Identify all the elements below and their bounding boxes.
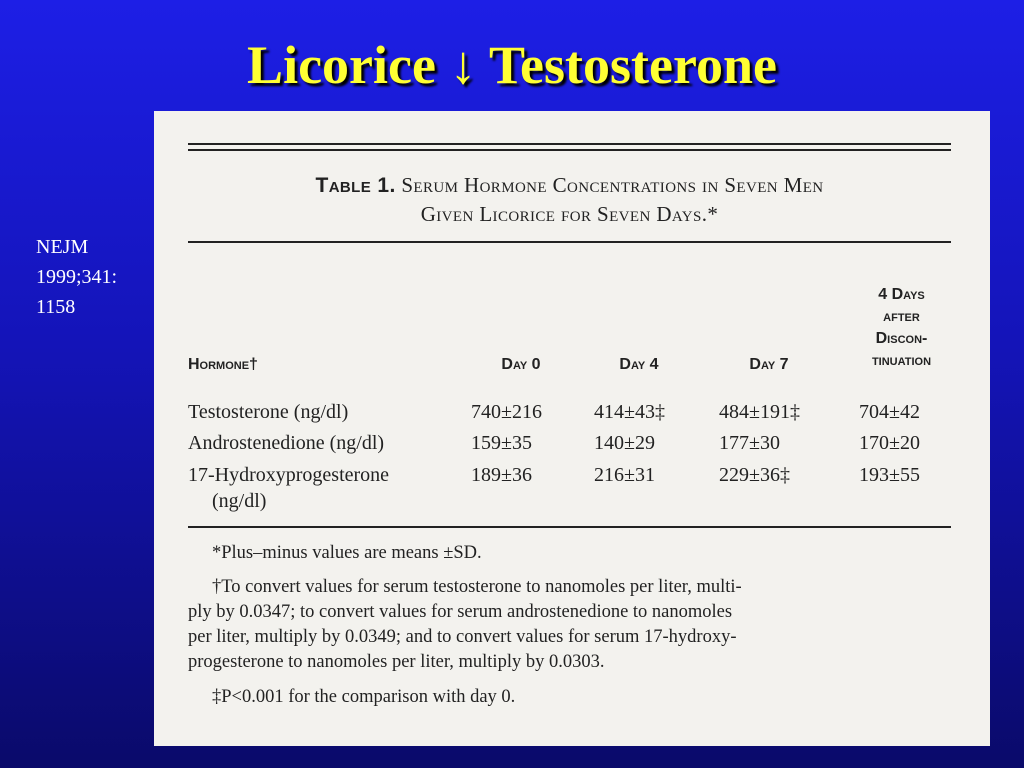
table-title-line: Given Licorice for Seven Days.* xyxy=(420,202,719,226)
footnote-star: *Plus–minus values are means ±SD. xyxy=(212,543,482,563)
footnote-line: ply by 0.0347; to convert values for serum androstenedione to nanomoles xyxy=(188,602,733,622)
header-day4: Day 4 xyxy=(619,356,659,373)
table-label: Table 1. xyxy=(315,174,396,197)
table-title-line: Serum Hormone Concentrations in Seven Men xyxy=(401,173,824,197)
table-cell: 740±216 xyxy=(471,401,542,423)
footnote-line: †To convert values for serum testosterone to nanomoles per liter, multi- xyxy=(212,577,742,597)
header-day7: Day 7 xyxy=(749,356,789,373)
table-row-hormone-unit: (ng/dl) xyxy=(212,490,267,512)
table-row-hormone: Androstenedione (ng/dl) xyxy=(188,432,385,454)
table-cell: 229±36‡ xyxy=(719,464,790,486)
citation-line: 1999;341: xyxy=(36,266,118,288)
table-cell: 159±35 xyxy=(471,432,532,454)
footnote-ddagger: ‡P<0.001 for the comparison with day 0. xyxy=(212,687,516,707)
table-cell: 484±191‡ xyxy=(719,401,800,423)
table-cell: 216±31 xyxy=(594,464,655,486)
table-cell: 704±42 xyxy=(859,401,920,423)
slide-title: Licorice ↓ Testosterone xyxy=(247,35,777,95)
top-rule xyxy=(188,149,951,151)
citation-line: 1158 xyxy=(36,296,76,318)
top-rule xyxy=(188,143,951,145)
header-after-line: Discon- xyxy=(875,330,928,347)
header-hormone: Hormone† xyxy=(188,356,258,373)
header-after xyxy=(849,284,954,372)
footnote-dagger xyxy=(188,575,953,675)
table-cell: 189±36 xyxy=(471,464,532,486)
table-cell: 414±43‡ xyxy=(594,401,665,423)
footer-rule xyxy=(188,526,951,528)
header-after-line: tinuation xyxy=(871,352,932,369)
header-day0: Day 0 xyxy=(501,356,541,373)
table-row-hormone: 17-Hydroxyprogesterone xyxy=(188,464,390,486)
table-image xyxy=(154,111,990,746)
table-cell: 140±29 xyxy=(594,432,655,454)
table-cell: 177±30 xyxy=(719,432,780,454)
header-after-line: after xyxy=(883,308,920,325)
header-rule xyxy=(188,241,951,243)
citation-line: NEJM xyxy=(36,236,89,258)
table-cell: 193±55 xyxy=(859,464,920,486)
table-row-hormone: Testosterone (ng/dl) xyxy=(188,401,349,423)
header-after-line: 4 Days xyxy=(878,286,925,303)
citation xyxy=(36,232,146,322)
footnote-line: progesterone to nanomoles per liter, multiply by 0.0303. xyxy=(188,652,605,672)
table-title xyxy=(188,171,951,228)
table-cell: 170±20 xyxy=(859,432,920,454)
footnote-line: per liter, multiply by 0.0349; and to convert values for serum 17-hydroxy- xyxy=(188,627,737,647)
